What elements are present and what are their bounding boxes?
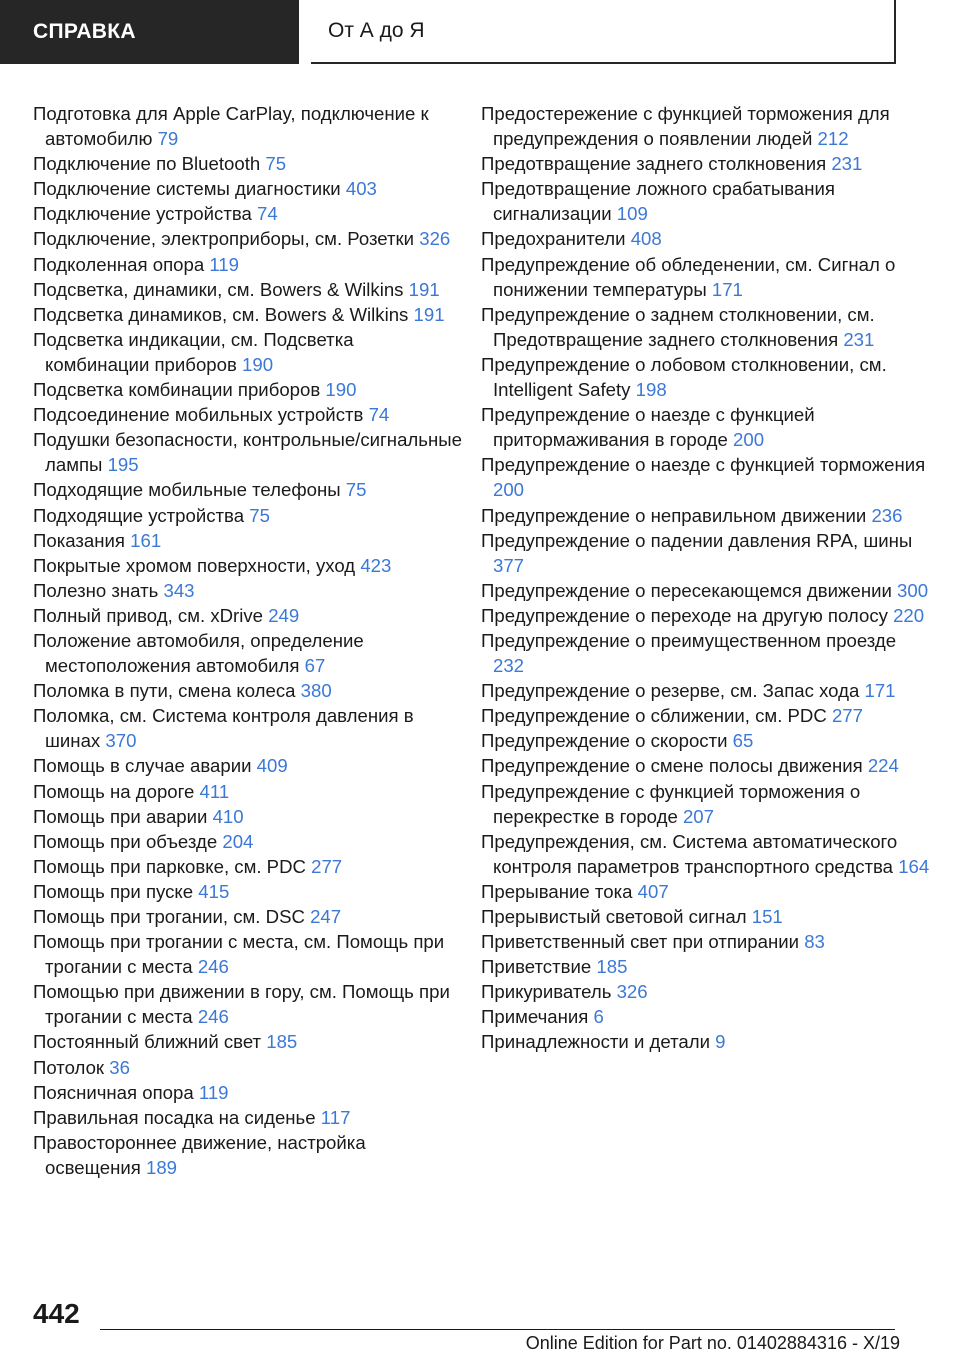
index-entry-page-link[interactable]: 74 (257, 203, 278, 225)
index-entry-page-link[interactable]: 36 (109, 1056, 130, 1078)
index-entry (33, 528, 463, 553)
index-entry-page-link[interactable]: 161 (130, 529, 162, 551)
index-entry-text: Полезно знать (33, 579, 159, 601)
index-entry (481, 628, 931, 678)
index-entry-page-link[interactable]: 277 (311, 855, 343, 877)
index-entry-page-link[interactable]: 200 (493, 479, 525, 501)
index-entry (33, 151, 463, 176)
index-entry (481, 829, 931, 879)
index-entry (481, 151, 931, 176)
index-entry (481, 452, 931, 502)
index-entry (33, 779, 463, 804)
index-entry-text: Помощь при парковке, см. PDC (33, 855, 306, 877)
index-entry (481, 578, 931, 603)
index-entry (481, 603, 931, 628)
index-entry-text: Потолок (33, 1056, 105, 1078)
index-entry-page-link[interactable]: 191 (413, 303, 445, 325)
index-entry (33, 1029, 463, 1054)
index-entry (33, 829, 463, 854)
index-entry-page-link[interactable]: 236 (871, 504, 903, 526)
index-entry-text: Подсветка, динамики, см. Bowers & Wilkins (33, 278, 404, 300)
index-entry-text: Подходящие мобильные телефоны (33, 479, 341, 501)
index-entry-page-link[interactable]: 207 (682, 805, 714, 827)
index-entry-text: Подсветка динамиков, см. Bowers & Wilkins (33, 303, 409, 325)
index-entry-text: Покрытые хромом поверхности, уход (33, 554, 356, 576)
index-entry-page-link[interactable]: 75 (265, 153, 287, 175)
index-entry-page-link[interactable]: 9 (715, 1031, 726, 1053)
index-entry-text: Предупреждение о резерве, см. Запас хода (481, 680, 860, 702)
index-entry-page-link[interactable]: 232 (493, 655, 525, 677)
index-entry-page-link[interactable]: 300 (897, 579, 929, 601)
index-entry-text: Подсоединение мобильных устройств (33, 404, 364, 426)
index-entry (33, 603, 463, 628)
index-entry-text: Подключение, электроприборы, см. Розетки (33, 228, 415, 250)
index-entry (481, 1004, 931, 1029)
index-entry-page-link[interactable]: 83 (804, 931, 825, 953)
index-entry-text: Предотвращение заднего столкновения (481, 153, 827, 175)
page-number: 442 (33, 1298, 80, 1329)
index-entry-page-link[interactable]: 79 (157, 128, 179, 150)
index-entry (481, 402, 931, 452)
index-entry (33, 477, 463, 502)
index-entry-text: Положение автомобиля, определение местоположения автомобиля (33, 629, 364, 677)
index-entry-page-link[interactable]: 164 (898, 855, 930, 877)
index-entry-text: Предостережение с функцией торможения для предупреждения о появлении людей (481, 103, 890, 150)
index-entry (33, 427, 463, 477)
subsection-title: От А до Я (328, 19, 425, 42)
index-entry (481, 728, 931, 753)
index-entry-text: Помощь на дороге (33, 780, 195, 802)
index-entry-text: Подготовка для Apple CarPlay, подключение к автомобилю (33, 103, 429, 150)
index-entry-text: Подколенная опора (33, 253, 205, 275)
index-entry (33, 979, 463, 1029)
index-entry-page-link[interactable]: 246 (197, 1006, 229, 1028)
index-entry-page-link[interactable]: 409 (256, 755, 288, 777)
index-entry-page-link[interactable]: 191 (408, 278, 440, 300)
index-entry-page-link[interactable]: 198 (635, 379, 667, 401)
index-entry-page-link[interactable]: 74 (368, 404, 390, 426)
index-entry (33, 1055, 463, 1080)
index-entry-page-link[interactable]: 119 (198, 1081, 229, 1103)
index-entry-text: Помощь при трогании с места, см. Помощь при трогании с места (33, 931, 445, 978)
index-entry (481, 954, 931, 979)
index-entry (481, 352, 931, 402)
index-entry-page-link[interactable]: 67 (304, 655, 326, 677)
index-entry (33, 377, 463, 402)
index-entry-page-link[interactable]: 171 (711, 278, 743, 300)
index-entry-text: Помощь при аварии (33, 805, 208, 827)
index-entry-text: Прерывание тока (481, 880, 633, 902)
index-entry (33, 1080, 463, 1105)
index-entry-page-link[interactable]: 220 (893, 604, 925, 626)
index-entry-page-link[interactable]: 415 (198, 880, 230, 902)
index-entry-page-link[interactable]: 246 (197, 956, 229, 978)
index-entry-page-link[interactable]: 185 (596, 956, 628, 978)
index-entry-page-link[interactable]: 370 (105, 730, 137, 752)
index-entry-page-link[interactable]: 200 (733, 429, 765, 451)
index-entry (481, 879, 931, 904)
index-entry (33, 503, 463, 528)
index-entry-text: Предотвращение ложного срабатывания сигнализации (481, 178, 835, 225)
index-entry (33, 176, 463, 201)
index-entry (481, 503, 931, 528)
index-entry (481, 779, 931, 829)
footer-edition: Online Edition for Part no. 01402884316 - X/19 (525, 1333, 900, 1353)
index-entry (481, 703, 931, 728)
index-entry-page-link[interactable]: 249 (268, 604, 300, 626)
index-entry-text: Предупреждение о наезде с функцией притормаживания в городе (481, 404, 815, 451)
footer-divider (100, 1329, 895, 1330)
index-entry-text: Предупреждение о пересекающемся движении (481, 579, 892, 601)
index-entry-text: Подключение системы диагностики (33, 178, 341, 200)
index-entry (33, 553, 463, 578)
index-entry (33, 703, 463, 753)
index-entry-page-link[interactable]: 189 (145, 1156, 178, 1178)
index-entry-text: Помощь при пуске (33, 880, 194, 902)
index-entry-page-link[interactable]: 247 (310, 906, 342, 927)
index-entry-page-link[interactable]: 380 (300, 680, 332, 702)
subsection-tab (311, 0, 896, 64)
index-entry (33, 277, 463, 302)
index-entry-text: Предупреждение о падении давления RPA, шины (481, 529, 913, 551)
index-entry-page-link[interactable]: 326 (616, 981, 648, 1003)
index-entry-page-link[interactable]: 190 (325, 379, 357, 401)
index-entry-text: Подключение устройства (33, 203, 252, 225)
index-entry-text: Предупреждение о преимущественном проезде (481, 629, 897, 651)
index-entry-page-link[interactable]: 171 (864, 680, 896, 702)
index-entry-page-link[interactable]: 6 (593, 1006, 604, 1028)
index-entry (33, 854, 463, 879)
index-entry-text: Предупреждение с функцией торможения о перекрестке в городе (481, 780, 861, 827)
index-entry-page-link[interactable]: 195 (107, 454, 139, 476)
index-entry-text: Поясничная опора (33, 1081, 194, 1103)
index-entry-text: Предупреждение о сближении, см. PDC (481, 705, 827, 727)
section-title: СПРАВКА (33, 20, 136, 43)
index-entry-page-link[interactable]: 224 (867, 755, 899, 777)
index-entry-text: Предупреждение о заднем столкновении, см. Предотвращение заднего столкновения (481, 303, 875, 350)
index-entry-text: Предупреждения, см. Система автоматического контроля параметров транспортного средства (481, 830, 898, 877)
index-entry (481, 929, 931, 954)
index-entry-text: Поломка в пути, смена колеса (33, 680, 296, 702)
index-entry (481, 226, 931, 251)
section-tab (0, 0, 299, 64)
index-entry-text: Подушки безопасности, контрольные/сигнальные лампы (33, 429, 462, 476)
index-entry (33, 929, 463, 979)
index-entry-page-link[interactable]: 75 (345, 479, 367, 501)
index-entry-page-link[interactable]: 119 (209, 253, 239, 275)
index-entry (33, 302, 463, 327)
index-entry-page-link[interactable]: 377 (493, 554, 525, 576)
index-entry-page-link[interactable]: 407 (637, 880, 669, 902)
index-entry-text: Правильная посадка на сиденье (33, 1106, 316, 1128)
index-entry-page-link[interactable]: 204 (222, 830, 254, 852)
index-entry (33, 1130, 463, 1180)
index-entry-text: Примечания (481, 1006, 589, 1028)
index-entry-page-link[interactable]: 231 (831, 153, 863, 175)
index-entry-text: Прикуриватель (481, 981, 612, 1003)
index-entry-page-link[interactable]: 231 (843, 328, 875, 350)
index-entry-text: Помощь в случае аварии (33, 755, 252, 777)
index-entry-text: Принадлежности и детали (481, 1031, 710, 1053)
index-entry-text: Прерывистый световой сигнал (481, 906, 747, 927)
index-entry (481, 753, 931, 778)
index-entry (481, 176, 931, 226)
index-entry (33, 101, 463, 151)
index-entry-page-link[interactable]: 185 (266, 1031, 298, 1053)
index-entry-page-link[interactable]: 65 (732, 730, 754, 752)
index-entry-text: Подсветка индикации, см. Подсветка комбинации приборов (33, 328, 354, 375)
index-entry-text: Предупреждение о неправильном движении (481, 504, 867, 526)
index-entry-page-link[interactable]: 408 (630, 228, 662, 250)
index-entry-page-link[interactable]: 411 (199, 780, 230, 802)
index-entry-text: Предохранители (481, 228, 626, 250)
index-entry-text: Предупреждение о скорости (481, 730, 728, 752)
index-entry-page-link[interactable]: 109 (616, 203, 648, 225)
index-entry-page-link[interactable]: 410 (212, 805, 244, 827)
index-entry (481, 979, 931, 1004)
index-entry-text: Помощь при трогании, см. DSC (33, 906, 305, 927)
index-entry (33, 904, 463, 929)
index-entry-text: Показания (33, 529, 125, 551)
index-entry-text: Помощью при движении в гору, см. Помощь при трогании с места (33, 981, 450, 1028)
index-entry-page-link[interactable]: 423 (360, 554, 392, 576)
index-entry-page-link[interactable]: 403 (345, 178, 377, 200)
index-entry-text: Предупреждение о наезде с функцией торможения (481, 454, 926, 476)
index-entry (33, 628, 463, 678)
index-entry (481, 302, 931, 352)
index-entry-text: Приветствие (481, 956, 592, 978)
index-entry-text: Предупреждение о лобовом столкновении, см. Intelligent Safety (481, 353, 887, 401)
index-entry-page-link[interactable]: 117 (320, 1106, 351, 1128)
index-column-left (33, 101, 463, 1180)
index-entry-page-link[interactable]: 343 (163, 579, 195, 601)
index-entry-page-link[interactable]: 326 (419, 228, 451, 250)
index-entry (33, 879, 463, 904)
index-entry-text: Постоянный ближний свет (33, 1031, 262, 1053)
index-column-right (481, 101, 931, 1055)
index-entry-text: Полный привод, см. xDrive (33, 604, 264, 626)
index-entry (481, 252, 931, 302)
index-entry-page-link[interactable]: 190 (242, 353, 274, 375)
index-entry (33, 402, 463, 427)
index-entry-page-link[interactable]: 151 (751, 906, 783, 927)
index-entry-text: Подключение по Bluetooth (33, 153, 261, 175)
index-entry-page-link[interactable]: 75 (249, 504, 270, 526)
index-entry (33, 678, 463, 703)
index-entry (33, 252, 463, 277)
index-entry-text: Предупреждение об обледенении, см. Сигнал о понижении температуры (481, 253, 896, 300)
index-entry (481, 528, 931, 578)
index-entry (481, 101, 931, 151)
index-entry (33, 1105, 463, 1130)
index-entry-text: Поломка, см. Система контроля давления в шинах (33, 705, 414, 752)
index-entry-text: Помощь при объезде (33, 830, 218, 852)
index-entry-page-link[interactable]: 277 (831, 705, 863, 727)
index-entry-text: Приветственный свет при отпирании (481, 931, 800, 953)
index-entry (33, 226, 463, 251)
index-entry (33, 804, 463, 829)
index-entry-text: Предупреждение о смене полосы движения (481, 755, 863, 777)
index-entry (33, 578, 463, 603)
index-entry-text: Подходящие устройства (33, 504, 245, 526)
index-entry (481, 1029, 931, 1054)
index-entry-text: Правостороннее движение, настройка освещения (33, 1131, 366, 1178)
index-entry (481, 678, 931, 703)
index-entry-text: Подсветка комбинации приборов (33, 379, 321, 401)
index-entry (33, 753, 463, 778)
index-entry (33, 201, 463, 226)
index-entry (33, 327, 463, 377)
index-entry-text: Предупреждение о переходе на другую полосу (481, 604, 888, 626)
index-entry (481, 904, 931, 929)
index-entry-page-link[interactable]: 212 (817, 128, 849, 150)
